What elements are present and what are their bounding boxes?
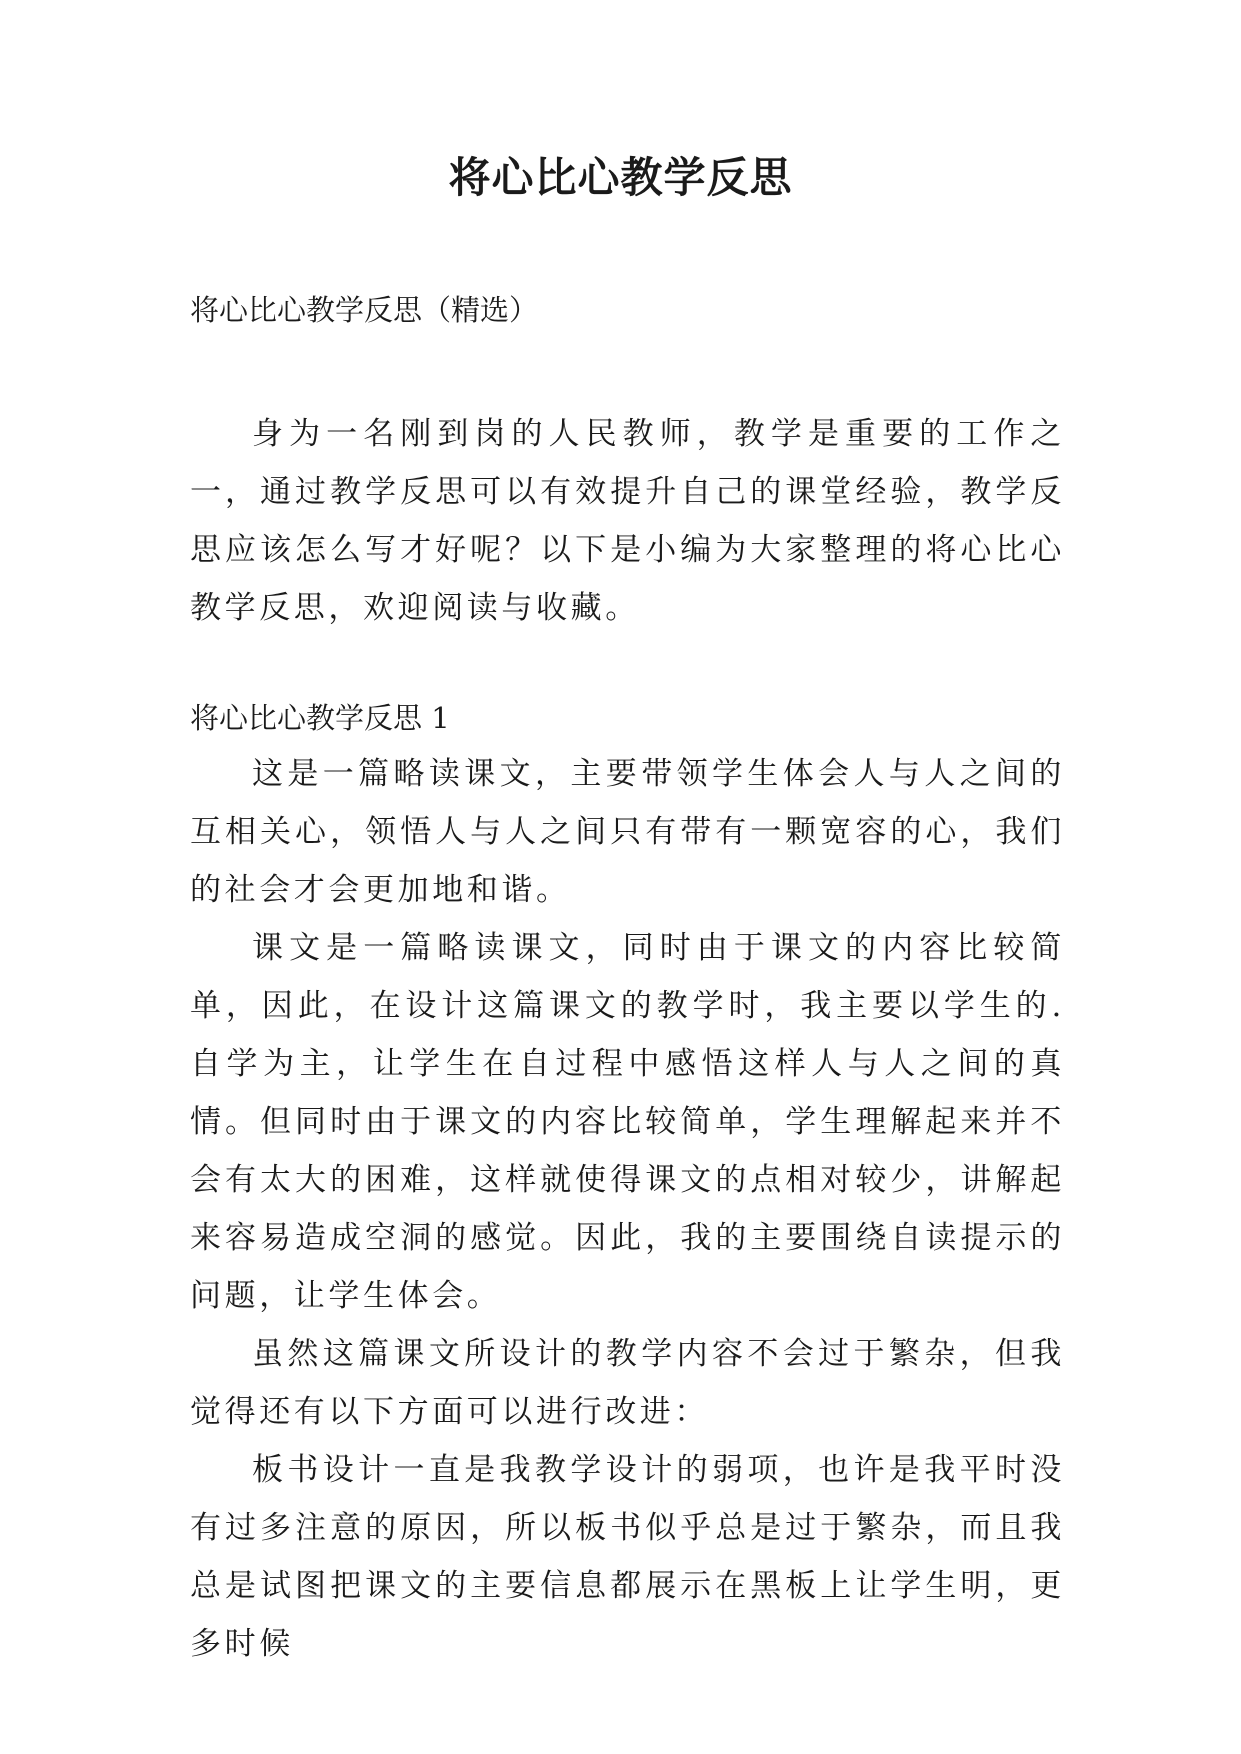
document-title: 将心比心教学反思: [448, 153, 793, 202]
body-paragraph: 虽然这篇课文所设计的教学内容不会过于繁杂，但我觉得还有以下方面可以进行改进：: [190, 1336, 1065, 1430]
section-body: [190, 745, 1065, 1673]
intro-block: [190, 405, 1065, 637]
body-paragraph: 板书设计一直是我教学设计的弱项，也许是我平时没有过多注意的原因，所以板书似乎总是过于繁杂，而且我总是试图把课文的主要信息都展示在黑板上让学生明，更多时候: [190, 1452, 1065, 1662]
intro-paragraph: 身为一名刚到岗的人民教师，教学是重要的工作之一，通过教学反思可以有效提升自己的课堂经验，教学反思应该怎么写才好呢？以下是小编为大家整理的将心比心教学反思，欢迎阅读与收藏。: [190, 416, 1065, 626]
section-heading: 将心比心教学反思 1: [190, 701, 450, 735]
body-paragraph: 课文是一篇略读课文，同时由于课文的内容比较简单，因此，在设计这篇课文的教学时，我主要以学生的.自学为主，让学生在自过程中感悟这样人与人之间的真情。但同时由于课文的内容比较简单，学生理解起来并不会有太大的困难，这样就使得课文的点相对较少，讲解起来容易造成空洞的感觉。因此，我的主要围绕自读提示的问题，让学生体会。: [190, 930, 1065, 1314]
body-paragraph: 这是一篇略读课文，主要带领学生体会人与人之间的互相关心，领悟人与人之间只有带有一颗宽容的心，我们的社会才会更加地和谐。: [190, 756, 1065, 908]
document-subtitle: 将心比心教学反思（精选）: [190, 293, 539, 327]
